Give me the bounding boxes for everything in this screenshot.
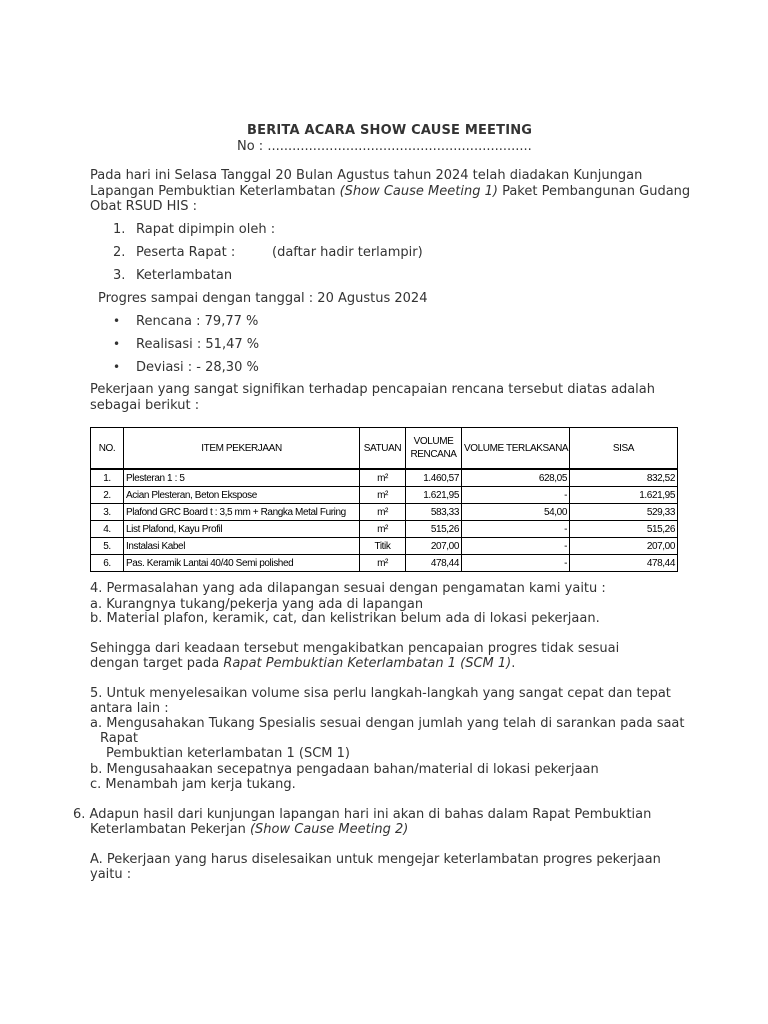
cell-planned: 207,00	[406, 538, 462, 555]
section6-line-1: 6. Adapun hasil dari kunjungan lapangan hari ini akan di bahas dalam Rapat Pembuktian	[73, 807, 652, 822]
section5-item-c: c. Menambah jam kerja tukang.	[90, 777, 296, 792]
numbered-item-2-num: 2.	[113, 245, 126, 260]
document-number: No : ................................................................	[237, 139, 532, 154]
section5-line-2: antara lain :	[90, 701, 169, 716]
cell-rest: 207,00	[570, 538, 678, 555]
table-row	[91, 487, 678, 504]
cell-item: Instalasi Kabel	[124, 538, 360, 555]
cell-planned: 515,26	[406, 521, 462, 538]
cell-unit: Titik	[360, 538, 406, 555]
cell-rest: 529,33	[570, 504, 678, 521]
work-intro-line-1: Pekerjaan yang sangat signifikan terhadap pencapaian rencana tersebut diatas adalah	[90, 382, 655, 397]
cell-no: 2.	[91, 487, 124, 504]
table-header-row	[91, 428, 678, 470]
intro-line-3: Obat RSUD HIS :	[90, 199, 197, 214]
column-header-no: NO.	[91, 428, 124, 470]
section5-line-1: 5. Untuk menyelesaikan volume sisa perlu langkah-langkah yang sangat cepat dan tepat	[90, 686, 671, 701]
intro-meeting-name: (Show Cause Meeting 1)	[339, 184, 498, 199]
numbered-item-2-note: (daftar hadir terlampir)	[272, 245, 423, 260]
cell-no: 4.	[91, 521, 124, 538]
cell-unit: m²	[360, 469, 406, 487]
bullet-icon: •	[113, 314, 121, 328]
cell-done: 54,00	[462, 504, 570, 521]
section5-item-b: b. Mengusahaakan secepatnya pengadaan bahan/material di lokasi pekerjaan	[90, 762, 599, 777]
numbered-item-3-text: Keterlambatan	[136, 268, 233, 283]
cell-unit: m²	[360, 521, 406, 538]
cell-planned: 583,33	[406, 504, 462, 521]
section4-heading: 4. Permasalahan yang ada dilapangan sesuai dengan pengamatan kami yaitu :	[90, 581, 606, 596]
sectionA-line-2: yaitu :	[90, 867, 132, 882]
table-row	[91, 521, 678, 538]
cell-rest: 1.621,95	[570, 487, 678, 504]
progress-heading: Progres sampai dengan tanggal : 20 Agustus 2024	[98, 291, 428, 306]
progress-plan: Rencana : 79,77 %	[136, 314, 259, 329]
section5-item-a-2: Rapat	[100, 731, 139, 746]
cell-rest: 832,52	[570, 469, 678, 487]
cell-rest: 515,26	[570, 521, 678, 538]
intro-line-2: Lapangan Pembuktian Keterlambatan (Show Cause Meeting 1) Paket Pembangunan Gudang	[90, 184, 691, 199]
cell-unit: m²	[360, 555, 406, 572]
cell-no: 3.	[91, 504, 124, 521]
bullet-icon: •	[113, 360, 121, 374]
cell-item: Plesteran 1 : 5	[124, 469, 360, 487]
cell-unit: m²	[360, 487, 406, 504]
cell-no: 1.	[91, 469, 124, 487]
intro-line-1: Pada hari ini Selasa Tanggal 20 Bulan Agustus tahun 2024 telah diadakan Kunjungan	[90, 168, 643, 183]
cell-no: 6.	[91, 555, 124, 572]
numbered-item-2-text: Peserta Rapat :	[136, 245, 236, 260]
cell-done: -	[462, 555, 570, 572]
consequence-meeting-name: Rapat Pembuktian Keterlambatan 1 (SCM 1)	[223, 656, 512, 671]
section6-meeting-name: (Show Cause Meeting 2)	[249, 822, 409, 837]
bullet-icon: •	[113, 337, 121, 351]
column-header-remaining: SISA	[570, 428, 678, 470]
numbered-item-1-num: 1.	[113, 222, 126, 237]
cell-rest: 478,44	[570, 555, 678, 572]
sectionA-line-1: A. Pekerjaan yang harus diselesaikan untuk mengejar keterlambatan progres pekerjaan	[90, 852, 661, 867]
progress-realization: Realisasi : 51,47 %	[136, 337, 260, 352]
column-header-done-volume: VOLUME TERLAKSANA	[462, 428, 570, 470]
section5-item-a-3: Pembuktian keterlambatan 1 (SCM 1)	[106, 746, 350, 761]
work-items-table	[90, 427, 678, 572]
cell-planned: 1.621,95	[406, 487, 462, 504]
section4-item-a: a. Kurangnya tukang/pekerja yang ada di lapangan	[90, 597, 424, 612]
table-row	[91, 504, 678, 521]
section5-item-a-1: a. Mengusahakan Tukang Spesialis sesuai dengan jumlah yang telah di sarankan pada saat	[90, 716, 685, 731]
progress-deviation: Deviasi : - 28,30 %	[136, 360, 259, 375]
table-row	[91, 469, 678, 487]
cell-item: Acian Plesteran, Beton Ekspose	[124, 487, 360, 504]
work-intro-line-2: sebagai berikut :	[90, 398, 200, 413]
cell-unit: m²	[360, 504, 406, 521]
document-title: BERITA ACARA SHOW CAUSE MEETING	[247, 123, 533, 138]
cell-done: -	[462, 538, 570, 555]
column-header-unit: SATUAN	[360, 428, 406, 470]
cell-planned: 478,44	[406, 555, 462, 572]
cell-item: Plafond GRC Board t : 3,5 mm + Rangka Metal Furing	[124, 504, 360, 521]
numbered-item-3-num: 3.	[113, 268, 126, 283]
column-header-planned-volume: VOLUME RENCANA	[406, 428, 462, 470]
cell-item: List Plafond, Kayu Profil	[124, 521, 360, 538]
table-row	[91, 538, 678, 555]
table-row	[91, 555, 678, 572]
numbered-item-1-text: Rapat dipimpin oleh :	[136, 222, 276, 237]
column-header-item: ITEM PEKERJAAN	[124, 428, 360, 470]
cell-done: 628,05	[462, 469, 570, 487]
cell-done: -	[462, 487, 570, 504]
consequence-line-2: dengan target pada Rapat Pembuktian Keterlambatan 1 (SCM 1).	[90, 656, 516, 671]
cell-no: 5.	[91, 538, 124, 555]
cell-done: -	[462, 521, 570, 538]
cell-planned: 1.460,57	[406, 469, 462, 487]
cell-item: Pas. Keramik Lantai 40/40 Semi polished	[124, 555, 360, 572]
consequence-line-1: Sehingga dari keadaan tersebut mengakibatkan pencapaian progres tidak sesuai	[90, 641, 620, 656]
section4-item-b: b. Material plafon, keramik, cat, dan kelistrikan belum ada di lokasi pekerjaan.	[90, 611, 600, 626]
section6-line-2: Keterlambatan Pekerjan (Show Cause Meeting 2)	[90, 822, 409, 837]
